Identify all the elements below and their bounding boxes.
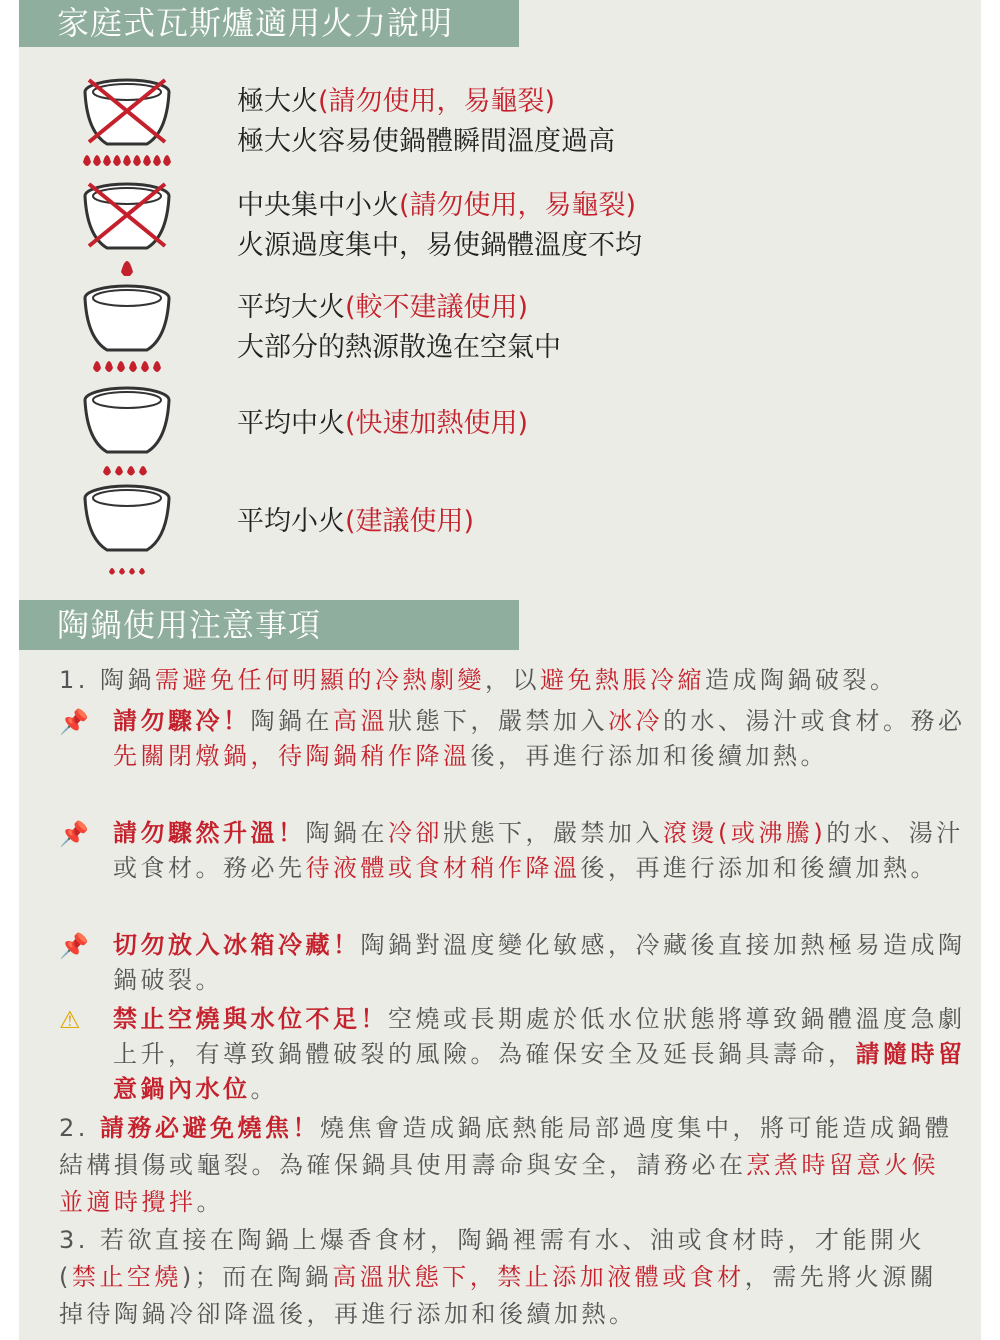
highlight: 請務必避免燒焦！ xyxy=(100,1114,321,1142)
text: 後，再進行添加和後續加熱。 xyxy=(580,854,938,882)
text: 陶鍋在 xyxy=(305,819,388,847)
precaution-item-3 xyxy=(59,1222,959,1333)
fire-title: 平均中火 xyxy=(237,408,345,439)
highlight: 先關閉燉鍋，待陶鍋稍作降溫 xyxy=(113,742,471,770)
highlight: 高溫狀態下，禁止添加液體或食材 xyxy=(332,1263,745,1291)
item-number: 1. xyxy=(59,666,89,694)
pot-even-small-fire-icon xyxy=(77,478,177,578)
text: 。 xyxy=(196,1188,224,1216)
fire-note: (建議使用) xyxy=(345,506,475,537)
fire-item-text xyxy=(237,82,615,162)
highlight: 請勿驟然升溫！ xyxy=(113,819,306,847)
fire-item-text xyxy=(237,404,528,444)
highlight: 待液體或食材稍作降溫 xyxy=(305,854,581,882)
precaution-sub-4 xyxy=(113,1002,973,1107)
highlight: 高溫 xyxy=(333,707,388,735)
text: 後，再進行添加和後續加熱。 xyxy=(470,742,828,770)
highlight: 冷卻 xyxy=(388,819,443,847)
text: 燒焦會造成鍋底熱能局部過度集中，將可能造成鍋體結構損傷或龜裂。為確保鍋具使用壽命與安全，請務必在 xyxy=(59,1114,953,1179)
pin-icon: 📌 xyxy=(59,708,89,736)
highlight: 烹煮時留意火候並適時攪拌 xyxy=(59,1151,939,1216)
precaution-sub-3 xyxy=(113,928,973,998)
fire-title: 平均小火 xyxy=(237,506,345,537)
highlight: 禁止空燒 xyxy=(71,1263,182,1291)
text: ，需先將火源關掉待陶鍋冷卻降溫後，再進行添加和後續加熱。 xyxy=(59,1263,938,1328)
fire-desc: 大部分的熱源散逸在空氣中 xyxy=(237,332,561,363)
item-number: 3. xyxy=(59,1226,89,1254)
precaution-item-1 xyxy=(59,662,959,699)
fire-desc: 火源過度集中，易使鍋體溫度不均 xyxy=(237,230,642,261)
pot-large-fire-crossed-icon xyxy=(77,72,177,172)
pin-icon: 📌 xyxy=(59,820,89,848)
precaution-sub-1 xyxy=(113,704,973,774)
fire-note: (請勿使用，易龜裂) xyxy=(318,86,556,117)
fire-title: 極大火 xyxy=(237,86,318,117)
pot-center-small-fire-crossed-icon xyxy=(77,176,177,276)
page-panel xyxy=(19,0,981,1340)
fire-item-text xyxy=(237,502,474,542)
fire-title: 平均大火 xyxy=(237,292,345,323)
precaution-item-2 xyxy=(59,1110,959,1221)
text: 陶鍋在 xyxy=(250,707,333,735)
highlight: 冰冷 xyxy=(608,707,663,735)
text: 。 xyxy=(250,1075,278,1103)
highlight: 禁止空燒與水位不足！ xyxy=(113,1005,388,1033)
pot-even-large-fire-icon xyxy=(77,278,177,378)
fire-desc: 極大火容易使鍋體瞬間溫度過高 xyxy=(237,126,615,157)
text: 陶鍋 xyxy=(100,666,156,694)
text: 造成陶鍋破裂。 xyxy=(705,666,898,694)
pin-icon: 📌 xyxy=(59,932,89,960)
highlight: 避免熱脹冷縮 xyxy=(540,666,706,694)
pot-even-medium-fire-icon xyxy=(77,380,177,480)
text: 的水、湯汁或食材。務必 xyxy=(663,707,966,735)
fire-title: 中央集中小火 xyxy=(237,190,399,221)
fire-note: (較不建議使用) xyxy=(345,292,529,323)
section-header-fire-guide: 家庭式瓦斯爐適用火力說明 xyxy=(19,0,519,47)
item-number: 2. xyxy=(59,1114,89,1142)
fire-note: (快速加熱使用) xyxy=(345,408,529,439)
text: )；而在陶鍋 xyxy=(181,1263,333,1291)
warning-icon: ⚠ xyxy=(59,1006,81,1034)
fire-note: (請勿使用，易龜裂) xyxy=(399,190,637,221)
text: 若欲直接在陶鍋上爆香食材，陶鍋裡需有水、油或食材時，才能開火( xyxy=(59,1226,926,1291)
text: 狀態下，嚴禁加入 xyxy=(388,707,608,735)
text: 陶鍋對溫度變化敏感，冷藏後直接加熱極易造成陶鍋破裂。 xyxy=(113,931,966,994)
highlight: 滾燙(或沸騰) xyxy=(663,819,827,847)
highlight: 請勿驟冷！ xyxy=(113,707,251,735)
section-header-precautions: 陶鍋使用注意事項 xyxy=(19,600,519,650)
text: 空燒或長期處於低水位狀態將導致鍋體溫度急劇上升，有導致鍋體破裂的風險。為確保安全及延長鍋具壽命， xyxy=(113,1005,966,1068)
fire-item-text xyxy=(237,186,642,266)
highlight: 需避免任何明顯的冷熱劇變 xyxy=(155,666,486,694)
text: 的水、湯汁或食材。務必先 xyxy=(113,819,964,882)
highlight: 切勿放入冰箱冷藏！ xyxy=(113,931,361,959)
precaution-sub-2 xyxy=(113,816,973,886)
text: 狀態下，嚴禁加入 xyxy=(443,819,663,847)
highlight: 請隨時留意鍋內水位 xyxy=(113,1040,966,1103)
fire-item-text xyxy=(237,288,561,368)
text: ，以 xyxy=(485,666,541,694)
